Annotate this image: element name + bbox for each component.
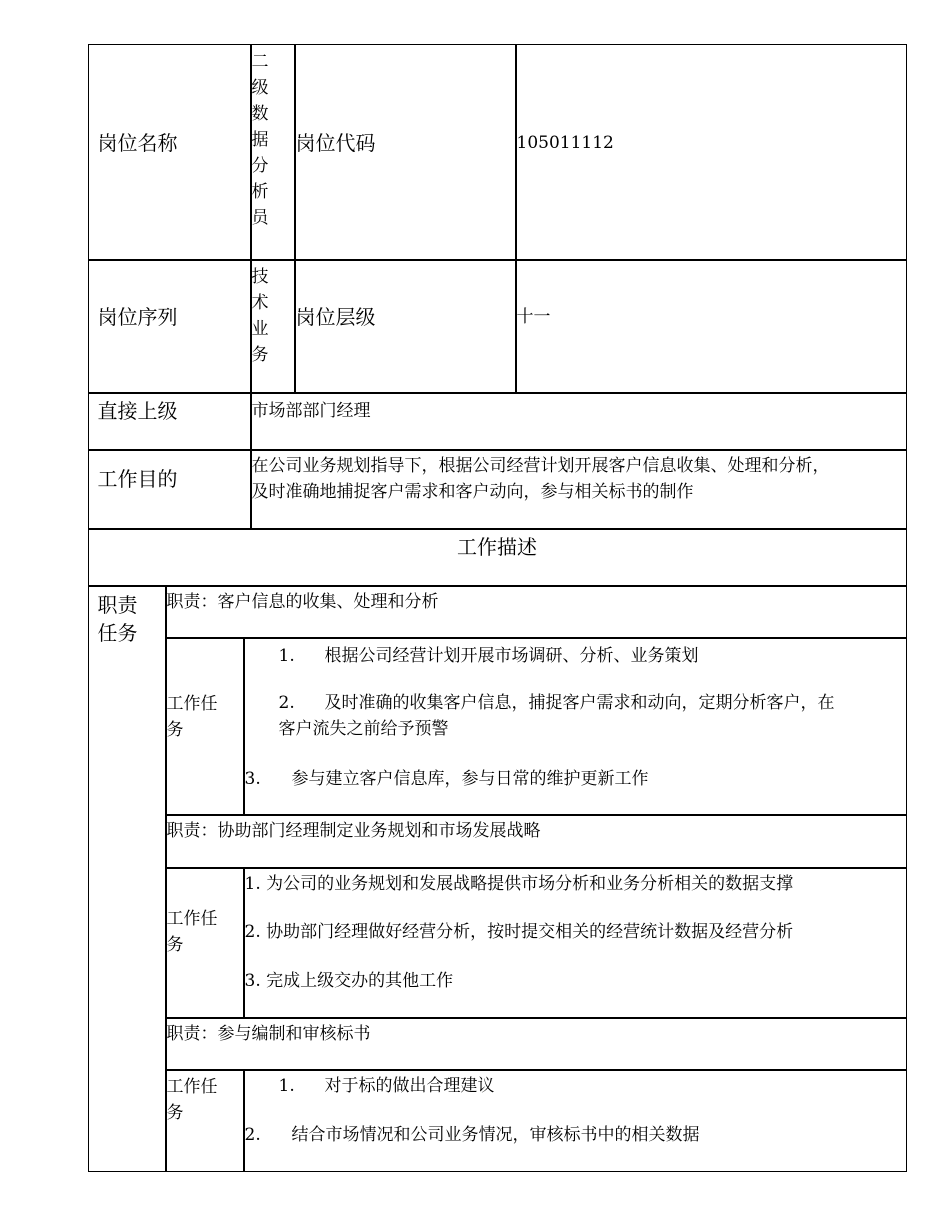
position-name-label: 岗位名称 bbox=[97, 130, 178, 155]
position-code-value: 105011112 bbox=[516, 132, 614, 153]
duty-2-title: 职责：协助部门经理制定业务规划和市场发展战略 bbox=[166, 820, 541, 841]
duty-1-task-3-text: 参与建立客户信息库，参与日常的维护更新工作 bbox=[291, 768, 649, 789]
position-code-label-cell bbox=[295, 44, 516, 260]
position-name-value-cell bbox=[251, 44, 295, 260]
duty-1-task-label: 工作任务 bbox=[166, 693, 218, 740]
duty-1-task-2-text-cont: 客户流失之前给予预警 bbox=[278, 718, 449, 739]
position-code-value-cell bbox=[516, 44, 907, 260]
duties-label: 职责任务 bbox=[97, 592, 138, 645]
position-level-value-cell bbox=[516, 260, 907, 393]
description-title: 工作描述 bbox=[457, 534, 537, 559]
duty-3-tasks-cell bbox=[244, 1070, 907, 1172]
duty-3-task-2-text: 结合市场情况和公司业务情况，审核标书中的相关数据 bbox=[291, 1124, 700, 1145]
duty-2-task-1: 1. 为公司的业务规划和发展战略提供市场分析和业务分析相关的数据支撑 bbox=[244, 873, 794, 894]
duty-3-task-label: 工作任务 bbox=[166, 1076, 218, 1123]
duty-3-title-cell bbox=[166, 1018, 907, 1070]
description-title-cell bbox=[88, 529, 907, 586]
job-description-table bbox=[88, 44, 907, 1172]
duty-1-task-label-cell bbox=[166, 638, 244, 815]
position-series-label-cell bbox=[88, 260, 251, 393]
duty-1-task-2-num: 2. bbox=[278, 692, 295, 713]
position-code-label: 岗位代码 bbox=[295, 130, 376, 155]
duty-3-title: 职责：参与编制和审核标书 bbox=[166, 1023, 371, 1044]
position-name-value: 二级数据分析员 bbox=[251, 51, 269, 228]
purpose-value-cell bbox=[251, 450, 907, 529]
position-series-label: 岗位序列 bbox=[97, 304, 178, 329]
position-level-value: 十一 bbox=[516, 306, 551, 327]
duties-label-cell bbox=[88, 586, 166, 1172]
duty-1-task-2-text: 及时准确的收集客户信息，捕捉客户需求和动向，定期分析客户，在 bbox=[324, 692, 835, 713]
duty-2-tasks-cell bbox=[244, 868, 907, 1018]
superior-value-cell bbox=[251, 393, 907, 450]
duty-2-title-cell bbox=[166, 815, 907, 868]
duty-1-task-1-num: 1. bbox=[278, 645, 295, 666]
duty-2-task-label: 工作任务 bbox=[166, 908, 218, 955]
position-name-label-cell bbox=[88, 44, 251, 260]
duty-1-task-1-text: 根据公司经营计划开展市场调研、分析、业务策划 bbox=[324, 645, 699, 666]
duty-2-task-3: 3. 完成上级交办的其他工作 bbox=[244, 970, 454, 991]
superior-value: 市场部部门经理 bbox=[251, 400, 371, 421]
superior-label-cell bbox=[88, 393, 251, 450]
duty-3-task-2-num: 2. bbox=[244, 1124, 261, 1145]
position-series-value-cell bbox=[251, 260, 295, 393]
purpose-line-2: 及时准确地捕捉客户需求和客户动向，参与相关标书的制作 bbox=[251, 481, 694, 502]
position-level-label: 岗位层级 bbox=[295, 304, 376, 329]
duty-1-task-3-num: 3. bbox=[244, 768, 261, 789]
position-level-label-cell bbox=[295, 260, 516, 393]
purpose-line-1: 在公司业务规划指导下，根据公司经营计划开展客户信息收集、处理和分析， bbox=[251, 455, 830, 476]
duty-2-task-label-cell bbox=[166, 868, 244, 1018]
duty-3-task-1-text: 对于标的做出合理建议 bbox=[324, 1075, 495, 1096]
duty-1-title-cell bbox=[166, 586, 907, 638]
purpose-label-cell bbox=[88, 450, 251, 529]
purpose-label: 工作目的 bbox=[97, 466, 178, 491]
superior-label: 直接上级 bbox=[97, 398, 178, 423]
position-series-value: 技术业务 bbox=[251, 266, 269, 365]
duty-3-task-label-cell bbox=[166, 1070, 244, 1172]
duty-2-task-2: 2. 协助部门经理做好经营分析，按时提交相关的经营统计数据及经营分析 bbox=[244, 921, 794, 942]
duty-3-task-1-num: 1. bbox=[278, 1075, 295, 1096]
duty-1-tasks-cell bbox=[244, 638, 907, 815]
duty-1-title: 职责：客户信息的收集、处理和分析 bbox=[166, 591, 439, 612]
